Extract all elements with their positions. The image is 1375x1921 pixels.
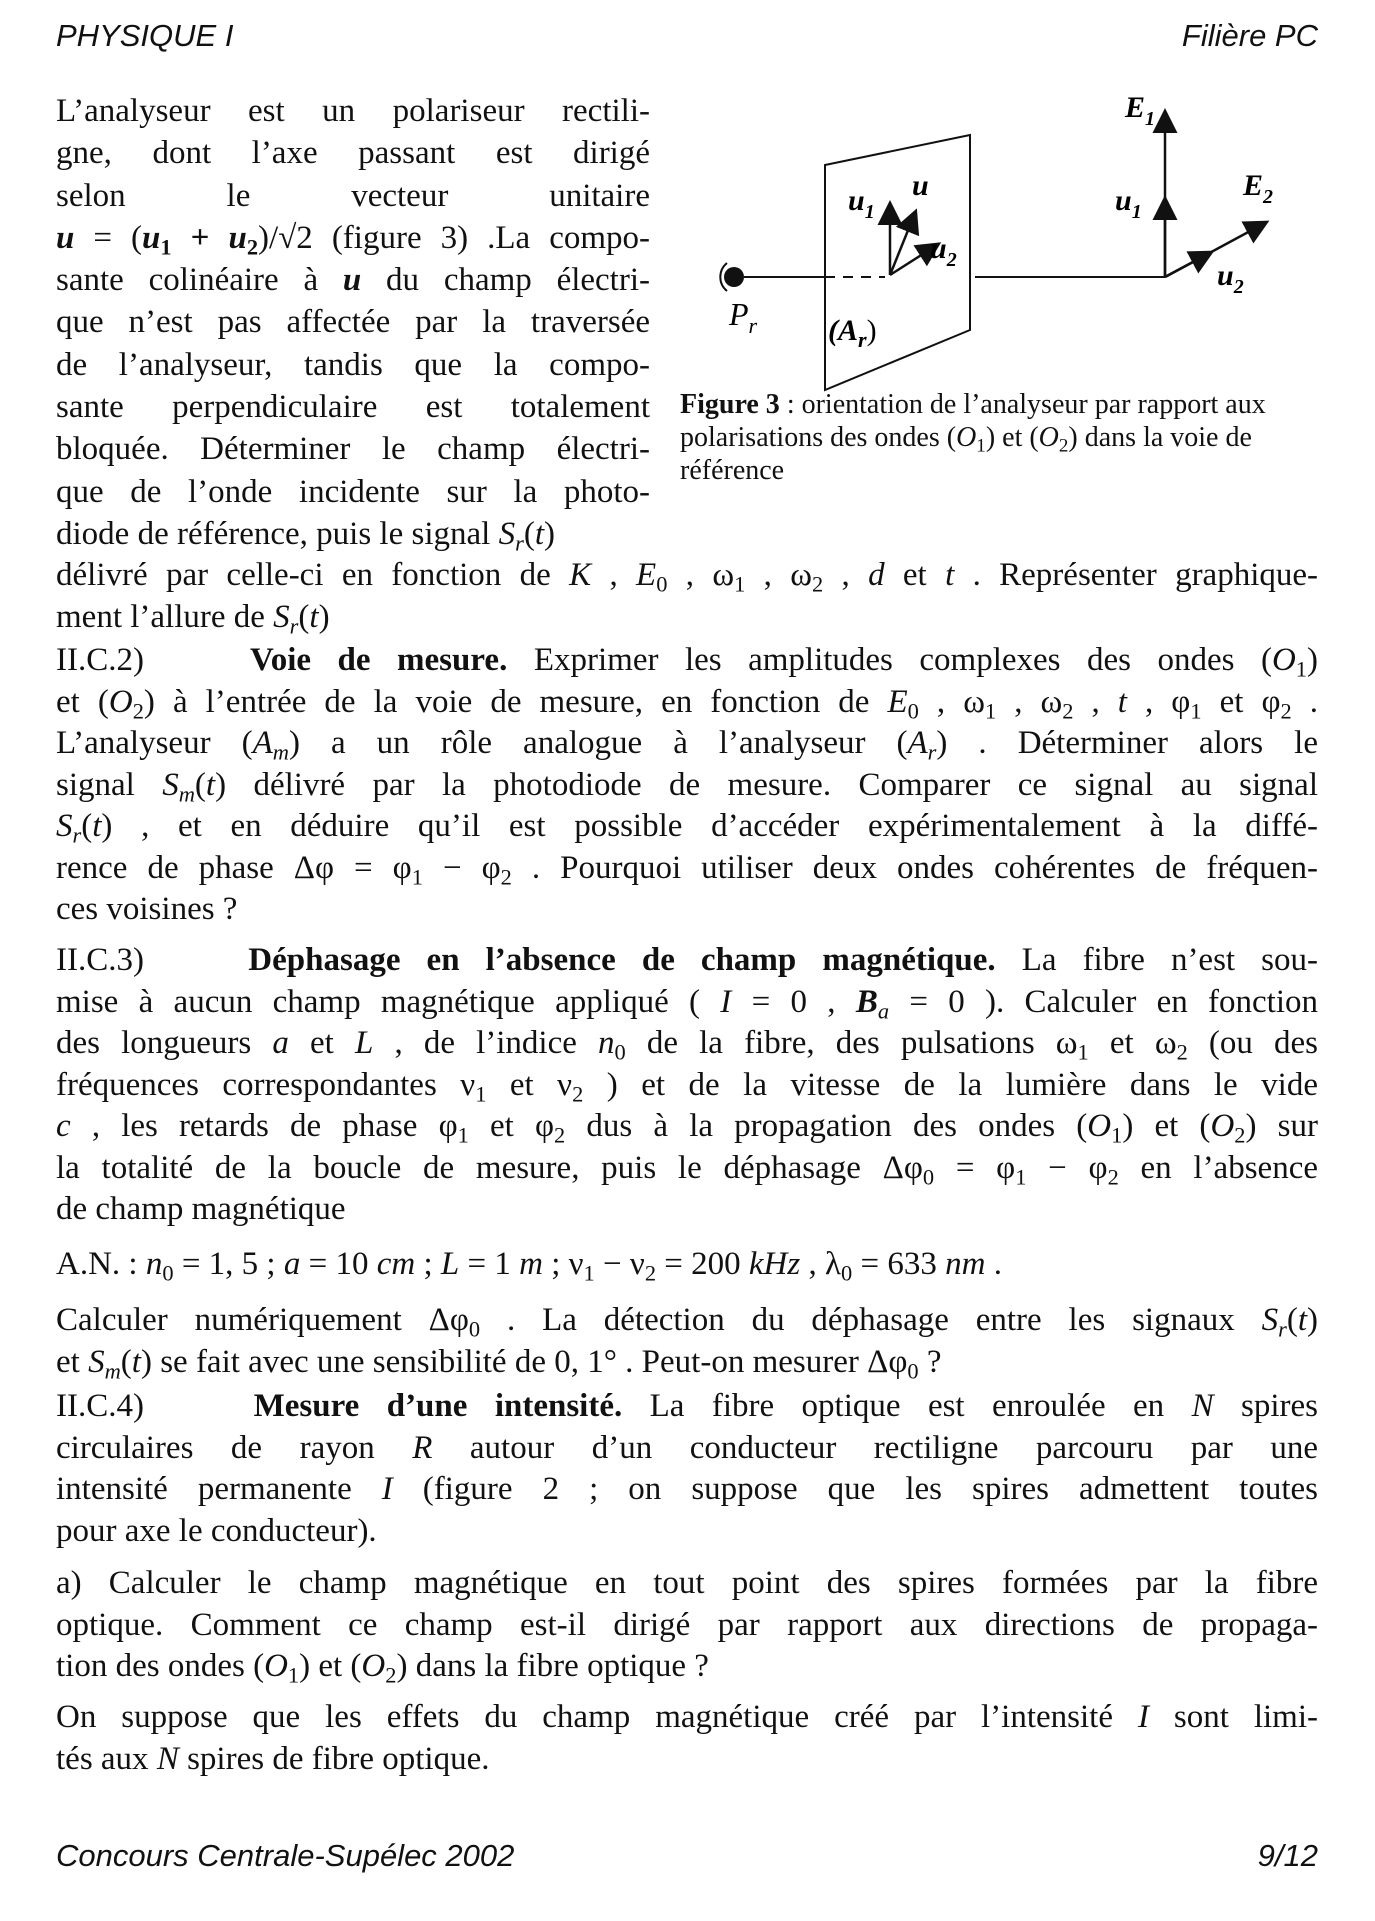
section-c3: II.C.3) Déphasage en l’absence de champ magnétique. La fibre n’est sou- mise à aucun champ magnétique appliqué ( I = 0 , $B_a = 0$ ). Calculer en fonction des longueurs a et L , de l’indice $n_0$ de la fibre, des pulsations $\omega_1$ et $\omega_2$ (ou des fréquences correspondantes $\nu_1$ et $\nu_2$ ) et de la vitesse de la lumière dans le vide c , les retards de phase $\varphi_1$ et $\varphi_2$ dus à la propagation des ondes $(O_1)$ et $(O_2)$ sur la totalité de la boucle de mesure, puis le déphasage $\Delta\varphi_0 = \varphi_1 - \varphi_2$ en l’absence de champ magnétique: [56, 942, 1319, 1227]
section-c4-number: II.C.4): [56, 1388, 144, 1424]
label-u2-right: $u_2$: [1217, 259, 1244, 298]
section-c2-title: Voie de mesure.: [249, 642, 508, 678]
figure-3-diagram: [705, 95, 1305, 395]
figure-3-caption: Figure 3 : orientation de l’analyseur par rapport aux polarisations des ondes $(O_1)$ et $(O_2)$ dans la voie de référence: [680, 389, 1266, 486]
numerical-application: A.N. : $n_0 = 1$, 5 ; a = 10 cm ; L = 1 m ; $\nu_1 - \nu_2 = 200$ kHz , $\lambda_0 = 633$ nm .: [56, 1246, 1002, 1286]
label-u: u: [912, 169, 929, 202]
header-track: Filière PC: [1181, 18, 1318, 53]
question-a: a) Calculer le champ magnétique en tout point des spires formées par la fibre optique. Comment ce champ est-il dirigé par rapport aux directions de propaga- tion des ondes $(O_1)$ et $(O_2)$ dans la fibre optique ?: [56, 1565, 1318, 1688]
footer-contest: Concours Centrale-Supélec 2002: [56, 1838, 515, 1873]
label-Pr: $P_r$: [729, 296, 758, 338]
u2-right-vector: [1165, 253, 1210, 277]
section-c3-title: Déphasage en l’absence de champ magnétique.: [248, 942, 996, 978]
label-u1-right: $u_1$: [1115, 184, 1142, 223]
section-c4-title: Mesure d’une intensité.: [253, 1388, 623, 1424]
section-c3-number: II.C.3): [56, 942, 144, 978]
source-point: [724, 267, 744, 287]
intro-continuation: délivré par celle-ci en fonction de K , $E_0$ , $\omega_1$ , $\omega_2$ , d et t . Représenter graphique- ment l’allure de $S_r(t)$: [56, 557, 1319, 639]
section-c2-number: II.C.2): [56, 642, 144, 678]
numerical-question: Calculer numériquement $\Delta\varphi_0$ . La détection du déphasage entre les signaux $S_r(t)$ et $S_m(t)$ se fait avec une sensibilité de 0, 1° . Peut-on mesurer $\Delta\varphi_0$ ?: [56, 1302, 1318, 1384]
footer-page-number: 9/12: [1257, 1838, 1318, 1873]
label-E1: $E_1$: [1125, 95, 1156, 130]
label-u2: $u_2$: [930, 232, 957, 271]
header-subject: PHYSIQUE I: [56, 18, 234, 53]
closing-paragraph: On suppose que les effets du champ magnétique créé par l’intensité I sont limi- tés aux N spires de fibre optique.: [56, 1699, 1318, 1777]
label-Ar: $(A_r)$: [828, 314, 877, 352]
section-c4: II.C.4) Mesure d’une intensité. La fibre optique est enroulée en N spires circulaires de rayon R autour d’un conducteur rectiligne parcouru par une intensité permanente I (figure 2 ; on suppose que les spires admettent toutes pour axe le conducteur).: [56, 1388, 1318, 1549]
section-c2: II.C.2) Voie de mesure. Exprimer les amplitudes complexes des ondes $(O_1)$ et $(O_2)$ à l’entrée de la voie de mesure, en fonction de $E_0$ , $\omega_1$ , $\omega_2$ , t , $\varphi_1$ et $\varphi_2$ . L’analyseur $(A_m)$ a un rôle analogue à l’analyseur $(A_r)$ . Déterminer alors le signal $S_m(t)$ délivré par la photodiode de mesure. Comparer ce signal au signal $S_r(t)$ , et en déduire qu’il est possible d’accéder expérimentalement à la diffé- rence de phase $\Delta\varphi = \varphi_1 - \varphi_2$ . Pourquoi utiliser deux ondes cohérentes de fréquen- ces voisines ?: [56, 642, 1319, 927]
label-E2: $E_2$: [1243, 169, 1274, 208]
label-u1: $u_1$: [848, 184, 875, 223]
intro-paragraph: L’analyseur est un polariseur rectili- gne, dont l’axe passant est dirigé selon le vecteur unitaire $u = (u_1 + u_2)/√2$ (figure 3) .La compo- sante colinéaire à u du champ électri- que n’est pas affectée par la traversée de l’analyseur, tandis que la compo- sante perpendiculaire est totalement bloquée. Déterminer le champ électri- que de l’onde incidente sur la photo- diode de référence, puis le signal $S_r(t)$: [56, 93, 651, 556]
